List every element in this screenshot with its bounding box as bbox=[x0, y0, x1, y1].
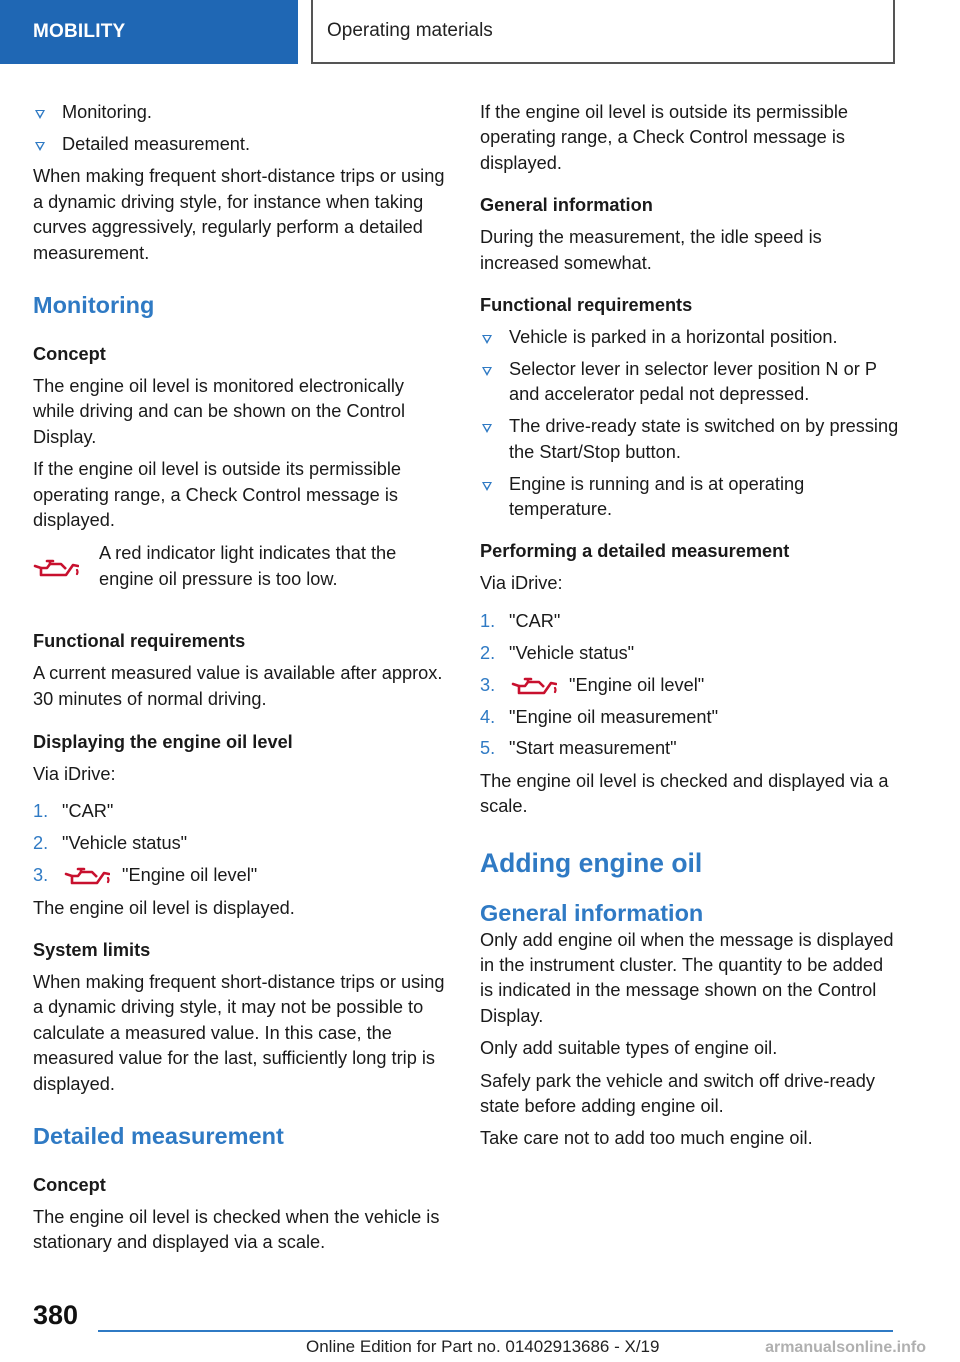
edition-text: Online Edition for Part no. 01402913686 - X/19 bbox=[306, 1337, 660, 1356]
paragraph: The engine oil level is checked when the vehicle is stationary and displayed via a scale. bbox=[33, 1207, 440, 1253]
section-title: Operating materials bbox=[311, 0, 895, 64]
steps-list bbox=[480, 609, 900, 762]
triangle-down-icon bbox=[482, 335, 492, 344]
list-item: The drive-ready state is switched on by pressing the Start/Stop button. bbox=[480, 414, 900, 465]
paragraph: When making frequent short-distance trips or using a dynamic driving style, it may not be possible to calculate a measured value. In this case, the measured value for the last, sufficiently long trip is displayed. bbox=[33, 972, 445, 1094]
heading-general-information-section: General information bbox=[480, 899, 704, 926]
list-item: 3. "Engine oil level" bbox=[480, 673, 900, 698]
list-item: Vehicle is parked in a horizontal position. bbox=[480, 325, 900, 350]
paragraph: The engine oil level is checked and displayed via a scale. bbox=[480, 770, 889, 817]
list-item: 5. "Start measurement" bbox=[480, 738, 677, 759]
list-item: 3. "Engine oil level" bbox=[33, 863, 449, 888]
heading-detailed-measurement: Detailed measurement bbox=[33, 1123, 284, 1150]
oil-can-icon bbox=[33, 557, 79, 579]
heading-adding-engine-oil: Adding engine oil bbox=[480, 847, 703, 878]
heading-monitoring: Monitoring bbox=[33, 291, 155, 318]
paragraph: If the engine oil level is outside its permissible operating range, a Check Control message is displayed. bbox=[480, 102, 848, 173]
triangle-down-icon bbox=[35, 142, 45, 151]
heading-performing-measurement: Performing a detailed measurement bbox=[480, 541, 790, 562]
indicator-note bbox=[33, 541, 449, 592]
chapter-tab[interactable]: MOBILITY bbox=[0, 0, 298, 64]
paragraph: Via iDrive: bbox=[480, 573, 563, 594]
heading-concept: Concept bbox=[33, 1175, 106, 1196]
list-item: Detailed measurement. bbox=[33, 132, 449, 157]
heading-displaying-oil-level: Displaying the engine oil level bbox=[33, 732, 293, 752]
heading-system-limits: System limits bbox=[33, 940, 151, 961]
oil-can-icon bbox=[64, 865, 110, 887]
steps-list bbox=[33, 799, 449, 888]
paragraph: Take care not to add too much engine oil. bbox=[480, 1128, 813, 1149]
heading-general-information: General information bbox=[480, 195, 653, 216]
list-item: Engine is running and is at operating temperature. bbox=[480, 472, 900, 523]
triangle-down-icon bbox=[482, 424, 492, 433]
paragraph: Only add suitable types of engine oil. bbox=[480, 1038, 778, 1059]
triangle-down-icon bbox=[482, 482, 492, 491]
watermark: armanualsonline.info bbox=[765, 1339, 926, 1356]
list-item: 1. "CAR" bbox=[33, 801, 114, 822]
list-item: Monitoring. bbox=[33, 100, 449, 125]
list-item: 1. "CAR" bbox=[480, 610, 561, 631]
intro-paragraph: When making frequent short-distance trips or using a dynamic driving style, for instance when taking curves aggressively, regularly perform a detailed measurement. bbox=[33, 166, 445, 263]
triangle-down-icon bbox=[35, 110, 45, 119]
paragraph: If the engine oil level is outside its permissible operating range, a Check Control message is displayed. bbox=[33, 459, 401, 530]
heading-concept: Concept bbox=[33, 343, 106, 364]
paragraph: The engine oil level is monitored electronically while driving and can be shown on the Control Display. bbox=[33, 375, 406, 447]
paragraph: Safely park the vehicle and switch off drive-ready state before adding engine oil. bbox=[480, 1070, 875, 1117]
paragraph: The engine oil level is displayed. bbox=[33, 897, 295, 918]
right-column bbox=[480, 100, 900, 1152]
paragraph: Via iDrive: bbox=[33, 764, 116, 784]
requirements-list bbox=[480, 325, 900, 522]
oil-can-icon bbox=[511, 675, 557, 697]
list-item: 4. "Engine oil measurement" bbox=[480, 706, 719, 727]
paragraph: During the measurement, the idle speed is increased somewhat. bbox=[480, 227, 822, 273]
indicator-text: A red indicator light indicates that the engine oil pressure is too low. bbox=[99, 543, 397, 589]
heading-functional-requirements: Functional requirements bbox=[33, 631, 246, 652]
method-list bbox=[33, 100, 449, 157]
page-number: 380 bbox=[33, 1300, 79, 1330]
paragraph: Only add engine oil when the message is displayed in the instrument cluster. The quantity to be added is indicated in the message shown on the Control Display. bbox=[480, 929, 894, 1026]
list-item: Selector lever in selector lever position N or P and accelerator pedal not depressed. bbox=[480, 357, 900, 408]
triangle-down-icon bbox=[482, 367, 492, 376]
heading-functional-requirements: Functional requirements bbox=[480, 295, 693, 316]
footer-divider bbox=[98, 1330, 893, 1332]
left-column bbox=[33, 100, 449, 1256]
list-item: 2. "Vehicle status" bbox=[480, 642, 635, 663]
paragraph: A current measured value is available after approx. 30 minutes of normal driving. bbox=[33, 663, 443, 709]
list-item: 2. "Vehicle status" bbox=[33, 833, 188, 854]
